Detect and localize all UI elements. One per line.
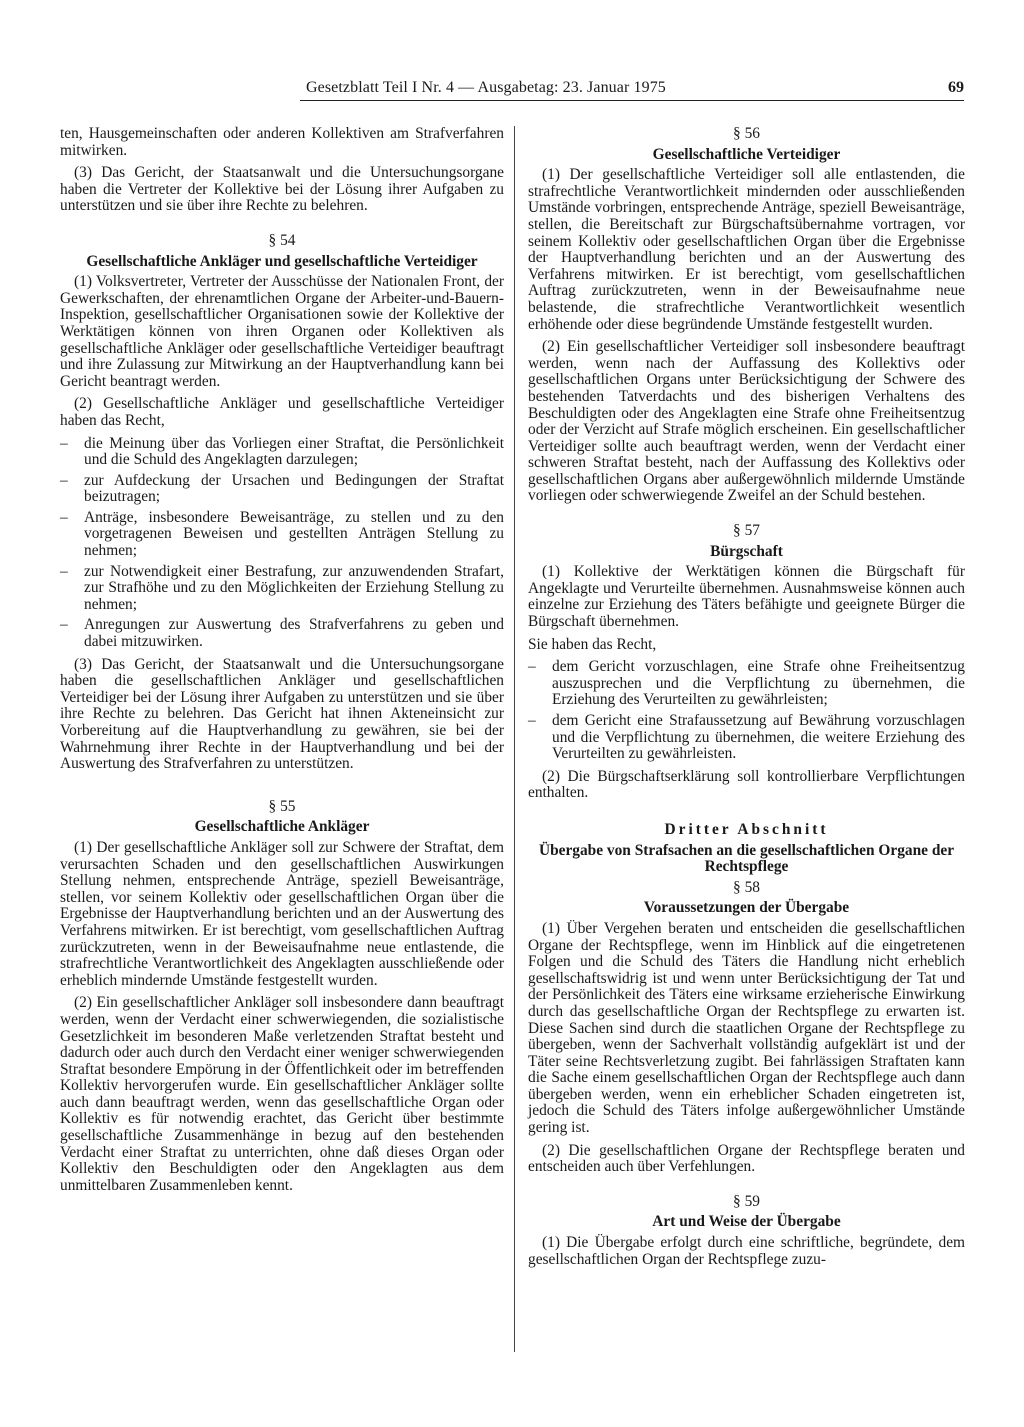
paragraph: (2) Ein gesellschaftlicher Ankläger soll insbesondere dann beauftragt werden, wenn der Verdacht einer schwerwiegenden, die sozialistische Gesetzlichkeit im besonderen Maße verletzenden Straftat besteht und dadurch oder auch durch den Verdacht einer weniger schwerwiegenden Straftat besondere Empörung in der Öffentlichkeit oder im betreffenden Kollektiv hervorgerufen wurde. Ein gesellschaftlicher Ankläger sollte auch dann beauftragt werden, wenn das gesellschaftliche Organ oder Kollektiv es für notwendig erachtet, das Gericht über bestimmte gesellschaftliche Zusammenhänge in bezug auf den bestehenden Verdacht einer Straftat zu unterrichten, ohne daß dieses Organ oder Kollektiv den Beschuldigten oder den Angeklagten aus dem unmittelbaren Zusammenleben kennt.: [60, 994, 504, 1194]
list-item: – dem Gericht eine Strafaussetzung auf Bewährung vorzuschlagen und die Verpflichtung zu übernehmen, die weitere Erziehung des Verurteilten zu gewährleisten.: [528, 713, 965, 763]
list-item: – Anregungen zur Auswertung des Strafverfahrens zu geben und dabei mitzuwirken.: [60, 617, 504, 650]
section-number-55: § 55: [268, 797, 296, 815]
section-title-59: Art und Weise der Übergabe: [652, 1213, 841, 1231]
chapter-heading: Dritter Abschnitt: [664, 820, 829, 838]
list-item: – Anträge, insbesondere Beweisanträge, zu stellen und zu den vorgetragenen Beweisen und gestellten Anträgen Stellung zu nehmen;: [60, 510, 504, 560]
section-number-56: § 56: [733, 125, 760, 142]
buergschaft-rights-list: [528, 659, 965, 763]
header-title: Gesetzblatt Teil I Nr. 4 — Ausgabetag: 23. Januar 1975: [306, 79, 666, 96]
section-title-54: Gesellschaftliche Ankläger und gesellschaftliche Verteidiger: [86, 252, 478, 270]
paragraph: (1) Der gesellschaftliche Ankläger soll zur Schwere der Straftat, dem verursachten Schaden und den gesellschaftlichen Auswirkungen Stellung nehmen, entsprechende Anträge, speziell Beweisanträge, stellen, vor seinem Kollektiv oder gesellschaftlichen Organ über die Ergebnisse der Hauptverhandlung berichten und an der Auswertung des Verfahrens mitwirken. Er ist berechtigt, vom gesellschaftlichen Auftrag zurückzutreten, wenn in der Beweisaufnahme neue entlastende, die strafrechtliche Verantwortlichkeit des Angeklagten ausschließende oder erheblich mindernde Umstände festgestellt wurden.: [60, 838, 504, 989]
paragraph: (1) Kollektive der Werktätigen können die Bürgschaft für Angeklagte und Verurteilte übernehmen. Ausnahmsweise können auch einzelne zur Erziehung des Täters befähigte und geeignete Bürger die Bürgschaft übernehmen.: [528, 563, 965, 631]
right-column: [528, 126, 965, 1274]
page-header: [300, 80, 964, 101]
column-divider: [514, 126, 515, 1352]
paragraph: (1) Volksvertreter, Vertreter der Ausschüsse der Nationalen Front, der Gewerkschaften, der ehrenamtlichen Organe der Arbeiter-und-Bauern-Inspektion, gesellschaftlicher Organisationen sowie der Kollektive der Werktätigen können von ihren Organen oder Kollektiven als gesellschaftliche Ankläger oder gesellschaftliche Verteidiger beauftragt und ihre Zulassung zur Mitwirkung an der Hauptverhandlung kann bei Gericht beantragt werden.: [60, 273, 504, 390]
list-item: – die Meinung über das Vorliegen einer Straftat, die Persönlichkeit und die Schuld des Angeklagten darzulegen;: [60, 436, 504, 469]
section-title-56: Gesellschaftliche Verteidiger: [652, 145, 841, 163]
section-number-54: § 54: [268, 231, 296, 249]
paragraph: (1) Der gesellschaftliche Verteidiger soll alle entlastenden, die strafrechtliche Verantwortlichkeit mindernden oder ausschließenden Umstände vorbringen, entsprechende Anträge, speziell Beweisanträge, stellen, die Bereitschaft zur Bürgschaftsübernahme vortragen, vor seinem Kollektiv oder gesellschaftlichen Organ über die Ergebnisse der Hauptverhandlung berichten und an der Auswertung des Verfahrens mitwirken. Er ist berechtigt, vom gesellschaftlichen Auftrag zurückzutreten, wenn in der Beweisaufnahme neue belastende, die strafrechtliche Verantwortlichkeit wesentlich erhöhende oder diese begründende Umstände festgestellt wurden.: [528, 166, 965, 333]
paragraph: (2) Ein gesellschaftlicher Verteidiger soll insbesondere beauftragt werden, wenn nach der Auffassung des Kollektivs oder gesellschaftlichen Organs unter Berücksichtigung der Schwere des bestehenden Tatverdachts und des bisherigen Verhaltens des Beschuldigten oder des Angeklagten eine Strafe ohne Freiheitsentzug oder der Verzicht auf Strafe möglich erscheinen. Ein gesellschaftlicher Verteidiger sollte auch beauftragt werden, wenn der Verdacht einer schweren Straftat besteht, nach der Auffassung des Kollektivs oder gesellschaftlichen Organs aber außergewöhnlich mildernde Umstände vorliegen oder schwerwiegende Zweifel an der Schuld bestehen.: [528, 338, 965, 505]
section-number-58: § 58: [733, 878, 760, 896]
section-number-59: § 59: [733, 1192, 760, 1210]
section-title-55: Gesellschaftliche Ankläger: [194, 818, 370, 836]
section-title-57: Bürgschaft: [710, 542, 783, 560]
rights-list: [60, 436, 504, 651]
paragraph: (3) Das Gericht, der Staatsanwalt und die Untersuchungsorgane haben die Vertreter der Kollektive bei der Lösung ihrer Aufgaben zu unterstützen und sie über ihre Rechte zu belehren.: [60, 164, 504, 215]
paragraph: (1) Die Übergabe erfolgt durch eine schriftliche, begründete, dem gesellschaftlichen Organ der Rechtspflege zuzu-: [528, 1234, 965, 1268]
paragraph: (2) Die Bürgschaftserklärung soll kontrollierbare Verpflichtungen enthalten.: [528, 767, 965, 802]
section-number-57: § 57: [733, 522, 760, 540]
paragraph: (3) Das Gericht, der Staatsanwalt und die Untersuchungsorgane haben die gesellschaftlichen Ankläger und gesellschaftlichen Verteidiger bei der Lösung ihrer Aufgaben zu unterstützen und sie über ihre Rechte zu belehren. Das Gericht hat ihnen Akteneinsicht zur Vorbereitung auf die Hauptverhandlung zu gewähren, sie bei der Wahrnehmung ihrer Rechte in der Hauptverhandlung und bei der Auswertung des Strafverfahren zu unterstützen.: [60, 655, 504, 773]
paragraph: (1) Über Vergehen beraten und entscheiden die gesellschaftlichen Organe der Rechtspflege, wenn im Hinblick auf die eingetretenen Folgen und die Schuld des Täters die Handlung nicht erheblich gesellschaftswidrig ist und wenn unter Berücksichtigung der Tat und der Persönlichkeit des Täters eine wirksame erzieherische Einwirkung durch das gesellschaftliche Organ der Rechtspflege zu erwarten ist. Diese Sachen sind durch die staatlichen Organe der Rechtspflege zu übergeben, wenn der Sachverhalt vollständig aufgeklärt ist und der Täter seine Rechtsverletzung zugibt. Bei fahrlässigen Straftaten kann die Sache einem gesellschaftlichen Organ der Rechtspflege auch dann übergeben werden, wenn ein erheblicher Schaden eingetreten ist, jedoch die Schuld des Täters infolge außergewöhnlicher Umstände gering ist.: [528, 919, 965, 1137]
paragraph: (2) Gesellschaftliche Ankläger und gesellschaftliche Verteidiger haben das Recht,: [60, 395, 504, 429]
paragraph: (2) Die gesellschaftlichen Organe der Rechtspflege beraten und entscheiden auch über Verfehlungen.: [528, 1141, 965, 1176]
page-number: 69: [948, 79, 964, 96]
left-column: [60, 126, 504, 1200]
list-item: – zur Notwendigkeit einer Bestrafung, zur anzuwendenden Strafart, zur Strafhöhe und zu den Möglichkeiten der Erziehung Stellung zu nehmen;: [60, 564, 504, 614]
chapter-title: Übergabe von Strafsachen an die gesellschaftlichen Organe der Rechtspflege: [538, 841, 955, 876]
list-item: – dem Gericht vorzuschlagen, eine Strafe ohne Freiheitsentzug auszusprechen und die Verpflichtung zu übernehmen, die Erziehung des Verurteilten zu gewährleisten;: [528, 659, 965, 709]
paragraph-continuation: ten, Hausgemeinschaften oder anderen Kollektiven am Strafverfahren mitwirken.: [60, 125, 504, 159]
section-title-58: Voraussetzungen der Übergabe: [643, 899, 850, 917]
paragraph: Sie haben das Recht,: [528, 635, 657, 653]
list-item: – zur Aufdeckung der Ursachen und Bedingungen der Straftat beizutragen;: [60, 473, 504, 506]
